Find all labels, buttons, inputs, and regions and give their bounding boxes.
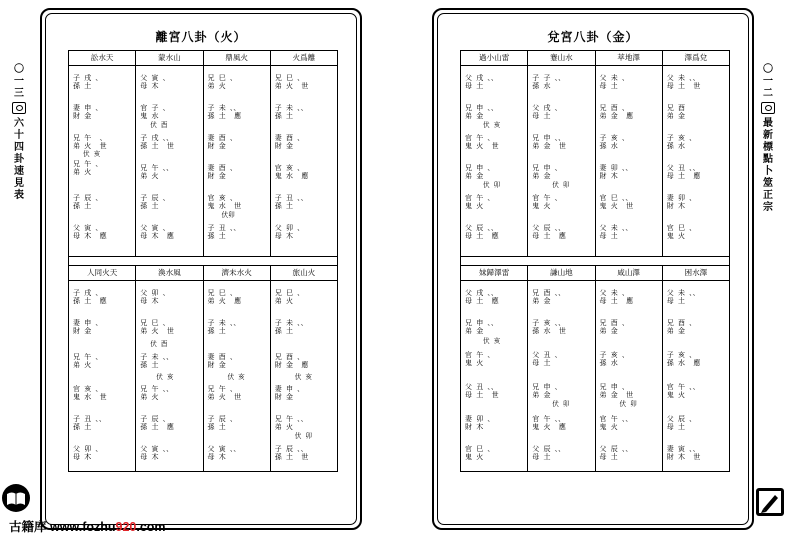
hexagram-name: 咸山澤 — [596, 266, 663, 280]
yao-line: 父 卯 、 — [274, 224, 305, 232]
yao-line: 財 金 — [207, 172, 226, 180]
yao-line: 母 木 — [140, 82, 159, 90]
yao-line: 妻 酉 、 — [207, 353, 237, 361]
yao-line: 弟 金 世 — [599, 391, 634, 399]
yao-line: 官 亥 、 — [274, 164, 305, 172]
yao-line: 鬼 火 世 — [465, 142, 499, 150]
yao-line: 孫 水 世 — [532, 327, 566, 335]
yao-line: 父 戌 、、 — [465, 289, 498, 297]
hidden-spirit-note: 伏 亥 — [294, 373, 312, 381]
yao-line: 鬼 火 — [465, 202, 484, 210]
yao-line: 弟 火 世 — [207, 393, 242, 401]
hexagram-table — [68, 50, 338, 472]
yao-line: 子 子 、、 — [532, 74, 566, 82]
hexagram-columns — [461, 66, 729, 256]
yao-line: 兄 申 、、 — [532, 134, 566, 142]
yao-line: 孫 水 — [599, 359, 618, 367]
yao-line: 母 土 — [666, 423, 685, 431]
yao-line: 兄 酉 、、 — [532, 289, 566, 297]
yao-line: 官 午 、 — [465, 351, 495, 359]
hexagram-block-bottom — [69, 266, 337, 471]
hexagram-headers — [69, 51, 337, 66]
yao-line: 官 巳 、 — [666, 224, 697, 232]
yao-line: 母 土 應 — [465, 232, 499, 240]
yao-line: 母 木 — [207, 453, 226, 461]
hexagram-column — [204, 281, 271, 471]
yao-line: 兄 午 、、 — [140, 164, 174, 172]
yao-line: 父 辰 、、 — [532, 445, 566, 453]
hexagram-column — [596, 66, 663, 256]
hexagram-name: 火爲離 — [292, 53, 316, 62]
yao-line: 弟 金 — [666, 327, 685, 335]
yao-line: 父 未 、、 — [666, 289, 700, 297]
yao-line: 官 午 、、 — [666, 383, 700, 391]
yao-line: 妻 卯 、 — [465, 415, 495, 423]
yao-line: 鬼 火 應 — [532, 423, 566, 431]
url-suffix: .com — [136, 520, 166, 534]
hidden-spirit-note: 伏 酉 — [150, 121, 168, 129]
yao-line: 孫 土 — [274, 327, 293, 335]
yao-line: 官 午 、 — [465, 134, 495, 142]
yao-line: 母 木 — [73, 453, 92, 461]
yao-line: 兄 申 、 — [532, 383, 562, 391]
yao-line: 父 丑 、、 — [465, 383, 498, 391]
yao-line: 弟 火 — [274, 423, 293, 431]
yao-line: 父 寅 、、 — [207, 445, 241, 453]
hidden-spirit-note: 伏 亥 — [483, 337, 501, 345]
yao-line: 財 金 — [274, 142, 293, 150]
book-icon — [1, 483, 31, 515]
hidden-spirit-note: 伏 卯 — [552, 181, 570, 189]
yao-line: 母 土 — [666, 297, 685, 305]
hexagram-name: 澤爲兌 — [684, 53, 708, 62]
hexagram-column — [528, 66, 595, 256]
yao-line: 鬼 火 — [666, 232, 685, 240]
yao-line: 財 木 — [465, 423, 484, 431]
hexagram-columns — [69, 66, 337, 256]
yao-line: 兄 巳 、 — [207, 289, 237, 297]
yao-line: 兄 酉 、 — [599, 104, 629, 112]
hexagram-name: 渙水風 — [136, 266, 203, 280]
yao-line: 母 土 應 — [599, 297, 634, 305]
yao-line: 鬼 水 世 — [207, 202, 242, 210]
yao-line: 妻 寅 、、 — [666, 445, 700, 453]
yao-line: 孫 土 — [207, 327, 226, 335]
yao-line: 母 土 — [532, 359, 551, 367]
hexagram-block-top — [69, 51, 337, 256]
yao-line: 弟 金 — [465, 172, 484, 180]
yao-line: 弟 火 — [140, 172, 159, 180]
yao-line: 子 亥 、、 — [532, 319, 566, 327]
yao-line: 妻 酉 、 — [207, 164, 237, 172]
yao-line: 兄 巳 、 — [274, 74, 305, 82]
hexagram-column — [663, 66, 729, 256]
margin-seal-icon — [12, 102, 26, 114]
hexagram-column — [69, 66, 136, 256]
yao-line: 子 亥 、 — [599, 134, 629, 142]
yao-line: 妻 酉 、 — [274, 134, 305, 142]
yao-line: 弟 火 — [73, 361, 92, 369]
hidden-spirit-note: 伏 卯 — [294, 432, 312, 440]
yao-line: 官 午 、 — [465, 194, 495, 202]
yao-line: 兄 午 、 — [73, 134, 107, 142]
hidden-spirit-note: 伏 亥 — [156, 373, 174, 381]
hexagram-name: 謙山地 — [528, 266, 595, 280]
hexagram-name: 旅山火 — [292, 268, 316, 277]
yao-line: 兄 申 、、 — [465, 104, 498, 112]
hexagram-column — [596, 281, 663, 471]
hexagram-name: 萃地澤 — [596, 51, 663, 65]
hexagram-column — [461, 66, 528, 256]
yao-line: 母 木 — [274, 232, 293, 240]
left-page — [40, 8, 362, 530]
yao-line: 孫 土 — [73, 202, 92, 210]
yao-line: 子 辰 、、 — [274, 445, 308, 453]
hexagram-column — [204, 66, 271, 256]
yao-line: 母 土 — [599, 82, 618, 90]
yao-line: 弟 金 世 — [532, 142, 566, 150]
hexagram-column — [663, 281, 729, 471]
section-title: 六 十 四 卦 速 見 表 — [14, 118, 24, 201]
yao-line: 孫 土 — [140, 361, 159, 369]
yao-line: 母 土 世 — [465, 391, 499, 399]
yao-line: 子 未 、、 — [274, 319, 308, 327]
yao-line: 兄 巳 、 — [207, 74, 237, 82]
yao-line: 子 亥 、 — [666, 134, 697, 142]
hexagram-column — [136, 66, 203, 256]
hidden-spirit-note: 伏 亥 — [83, 150, 101, 158]
yao-line: 弟 火 應 — [207, 297, 242, 305]
yao-line: 鬼 水 世 — [73, 393, 107, 401]
yao-line: 母 土 世 — [666, 82, 701, 90]
yao-line: 兄 午 、、 — [274, 415, 308, 423]
yao-line: 子 亥 、 — [666, 351, 697, 359]
yao-line: 父 卯 、 — [140, 289, 170, 297]
yao-line: 弟 火 世 — [140, 327, 174, 335]
yao-line: 母 木 — [140, 453, 159, 461]
hidden-spirit-note: 伏 亥 — [227, 373, 245, 381]
yao-line: 兄 申 、 — [599, 383, 629, 391]
yao-line: 兄 酉 、 — [274, 353, 305, 361]
yao-line: 子 辰 、 — [207, 415, 237, 423]
block-separator — [69, 256, 337, 266]
pen-icon — [755, 487, 785, 517]
yao-line: 財 金 — [207, 142, 226, 150]
yao-line: 鬼 火 世 — [599, 202, 634, 210]
yao-line: 鬼 火 — [532, 202, 551, 210]
yao-line: 父 未 、 — [599, 289, 629, 297]
hexagram-column — [69, 281, 136, 471]
yao-line: 父 寅 、 — [140, 224, 170, 232]
yao-line: 鬼 火 — [465, 453, 484, 461]
yao-line: 子 丑 、、 — [274, 194, 308, 202]
yao-line: 父 寅 、 — [73, 224, 103, 232]
yao-line: 兄 巳 、 — [274, 289, 305, 297]
yao-line: 孫 土 應 — [207, 112, 242, 120]
yao-line: 財 木 — [599, 172, 618, 180]
hexagram-name: 困水澤 — [684, 268, 708, 277]
yao-line: 官 亥 、 — [73, 385, 103, 393]
hexagram-name: 過小山雷 — [461, 51, 528, 65]
yao-line: 弟 金 — [532, 391, 551, 399]
hexagram-block-bottom — [461, 266, 729, 471]
right-margin-text — [761, 64, 775, 214]
yao-line: 官 午 、 — [532, 194, 562, 202]
watermark — [9, 517, 166, 535]
yao-line: 弟 火 — [140, 393, 159, 401]
yao-line: 母 土 — [599, 232, 618, 240]
yao-line: 母 木 — [140, 297, 159, 305]
hexagram-headers — [461, 266, 729, 281]
yao-line: 子 亥 、 — [599, 351, 629, 359]
yao-line: 孫 土 — [207, 423, 226, 431]
hexagram-columns — [69, 281, 337, 471]
hidden-spirit-note: 伏卯 — [221, 211, 235, 219]
yao-line: 鬼 火 — [465, 359, 484, 367]
hidden-spirit-note: 伏 亥 — [483, 121, 501, 129]
watermark-url[interactable] — [50, 520, 166, 534]
yao-line: 孫 土 應 — [140, 423, 174, 431]
yao-line: 兄 酉 、 — [666, 319, 697, 327]
yao-line: 財 金 — [274, 393, 293, 401]
hexagram-name: 鼎風火 — [204, 51, 271, 65]
yao-line: 官 午 、、 — [599, 415, 633, 423]
yao-line: 孫 土 世 — [140, 142, 174, 150]
yao-line: 母 土 應 — [465, 297, 499, 305]
yao-line: 母 土 — [599, 453, 618, 461]
yao-line: 弟 火 — [274, 297, 293, 305]
yao-line: 弟 火 世 — [73, 142, 107, 150]
yao-line: 孫 土 — [207, 232, 226, 240]
yao-line: 子 戌 、 — [73, 74, 103, 82]
hidden-spirit-note: 伏 酉 — [150, 340, 168, 348]
yao-line: 鬼 水 應 — [274, 172, 309, 180]
yao-line: 鬼 水 — [140, 112, 159, 120]
hexagram-name: 妹歸澤雷 — [461, 266, 528, 280]
yao-line: 母 木 應 — [140, 232, 174, 240]
yao-line: 父 寅 、、 — [140, 445, 174, 453]
yao-line: 弟 金 — [532, 297, 551, 305]
page-title: 離宮八卦（火） — [155, 30, 247, 44]
yao-line: 子 未 、、 — [207, 104, 241, 112]
yao-line: 父 辰 、、 — [465, 224, 498, 232]
yao-line: 子 戌 、、 — [140, 134, 174, 142]
yao-line: 弟 金 — [532, 172, 551, 180]
yao-line: 父 辰 、、 — [599, 445, 633, 453]
yao-line: 孫 土 — [73, 423, 92, 431]
yao-line: 子 戌 、 — [73, 289, 103, 297]
yao-line: 孫 水 — [666, 142, 685, 150]
yao-line: 父 未 、、 — [599, 224, 633, 232]
yao-line: 弟 金 — [599, 327, 618, 335]
yao-line: 子 丑 、、 — [207, 224, 241, 232]
left-margin-text — [12, 64, 26, 202]
yao-line: 財 木 — [666, 202, 685, 210]
page-number: 〇 一 三 — [14, 64, 24, 99]
yao-line: 子 辰 、 — [140, 194, 170, 202]
yao-line: 兄 酉 — [666, 104, 685, 112]
yao-line: 妻 卯 、 — [666, 194, 697, 202]
yao-line: 兄 午 、 — [73, 160, 103, 168]
yao-line: 子 未 、、 — [140, 353, 174, 361]
yao-line: 子 丑 、、 — [73, 415, 106, 423]
yao-line: 孫 水 — [599, 142, 618, 150]
yao-line: 父 寅 、 — [140, 74, 170, 82]
yao-line: 妻 卯 、、 — [599, 164, 633, 172]
hexagram-column — [528, 281, 595, 471]
yao-line: 父 丑 、 — [532, 351, 562, 359]
yao-line: 母 土 — [465, 82, 484, 90]
yao-line: 官 巳 、、 — [599, 194, 633, 202]
yao-line: 鬼 火 — [599, 423, 618, 431]
yao-line: 兄 申 、 — [465, 164, 495, 172]
hexagram-name: 濟未水火 — [204, 266, 271, 280]
block-separator — [461, 256, 729, 266]
yao-line: 妻 申 、 — [274, 385, 305, 393]
yao-line: 孫 土 — [274, 112, 293, 120]
hexagram-name: 蹇山水 — [528, 51, 595, 65]
url-name: fozhu — [82, 520, 116, 534]
yao-line: 父 戌 、、 — [465, 74, 498, 82]
right-page — [432, 8, 754, 530]
hidden-spirit-note: 伏 卯 — [552, 400, 570, 408]
yao-line: 弟 金 — [666, 112, 685, 120]
yao-line: 子 未 、、 — [274, 104, 308, 112]
hidden-spirit-note: 伏 卯 — [483, 181, 501, 189]
hexagram-name: 訟水天 — [69, 51, 136, 65]
yao-line: 孫 水 — [532, 82, 551, 90]
hexagram-column — [461, 281, 528, 471]
yao-line: 父 辰 、 — [666, 415, 697, 423]
yao-line: 財 木 世 — [666, 453, 701, 461]
hidden-spirit-note: 伏 卯 — [619, 400, 637, 408]
url-prefix: www. — [50, 520, 83, 534]
yao-line: 母 土 應 — [532, 232, 566, 240]
yao-line: 兄 午 、、 — [140, 385, 174, 393]
yao-line: 子 辰 、 — [73, 194, 103, 202]
yao-line: 官 亥 、 — [207, 194, 237, 202]
yao-line: 弟 火 — [73, 168, 92, 176]
yao-line: 弟 金 應 — [599, 112, 634, 120]
yao-line: 弟 火 世 — [274, 82, 309, 90]
yao-line: 子 辰 、 — [140, 415, 170, 423]
hexagram-block-top — [461, 51, 729, 256]
hexagram-column — [136, 281, 203, 471]
yao-line: 母 土 應 — [666, 172, 701, 180]
yao-line: 財 金 應 — [274, 361, 309, 369]
yao-line: 母 木 應 — [73, 232, 107, 240]
yao-line: 兄 巳 、 — [140, 319, 170, 327]
hexagram-column — [271, 281, 337, 471]
yao-line: 子 未 、、 — [207, 319, 241, 327]
yao-line: 兄 午 、 — [207, 385, 237, 393]
yao-line: 妻 申 、 — [73, 319, 103, 327]
yao-line: 父 未 、、 — [666, 74, 700, 82]
yao-line: 父 丑 、、 — [666, 164, 700, 172]
hexagram-headers — [461, 51, 729, 66]
yao-line: 父 卯 、 — [73, 445, 103, 453]
url-number: 920 — [115, 520, 137, 534]
hexagram-column — [271, 66, 337, 256]
margin-seal-icon — [761, 102, 775, 114]
watermark-site-name: 古籍库 — [9, 520, 47, 534]
yao-line: 孫 土 世 — [274, 453, 309, 461]
yao-line: 孫 水 應 — [666, 359, 701, 367]
yao-line: 母 土 — [532, 453, 551, 461]
yao-line: 母 土 — [532, 112, 551, 120]
yao-line: 父 辰 、、 — [532, 224, 566, 232]
yao-line: 孫 土 應 — [73, 297, 107, 305]
hexagram-columns — [461, 281, 729, 471]
yao-line: 鬼 火 — [666, 391, 685, 399]
yao-line: 兄 申 、、 — [465, 319, 498, 327]
yao-line: 孫 土 — [140, 202, 159, 210]
page-number: 〇 一 二 — [763, 64, 773, 99]
yao-line: 財 金 — [207, 361, 226, 369]
yao-line: 妻 申 、 — [73, 104, 103, 112]
yao-line: 官 子 、 — [140, 104, 170, 112]
yao-line: 孫 土 — [73, 82, 92, 90]
hexagram-headers — [69, 266, 337, 281]
yao-line: 兄 酉 、 — [599, 319, 629, 327]
yao-line: 官 巳 、 — [465, 445, 495, 453]
yao-line: 弟 金 — [465, 327, 484, 335]
yao-line: 兄 午 、 — [73, 353, 103, 361]
yao-line: 兄 申 、 — [532, 164, 562, 172]
book-title: 最 新 標 點 卜 筮 正 宗 — [763, 118, 773, 213]
hexagram-name: 人同火天 — [69, 266, 136, 280]
hexagram-name: 蒙水山 — [136, 51, 203, 65]
yao-line: 官 午 、、 — [532, 415, 566, 423]
yao-line: 妻 酉 、 — [207, 134, 237, 142]
hexagram-table — [460, 50, 730, 472]
yao-line: 財 金 — [73, 327, 92, 335]
page-title: 兌宮八卦（金） — [547, 30, 639, 44]
yao-line: 父 未 、 — [599, 74, 629, 82]
yao-line: 父 戌 、 — [532, 104, 562, 112]
yao-line: 弟 火 — [207, 82, 226, 90]
yao-line: 財 金 — [73, 112, 92, 120]
yao-line: 孫 土 — [274, 202, 293, 210]
yao-line: 弟 金 — [465, 112, 484, 120]
